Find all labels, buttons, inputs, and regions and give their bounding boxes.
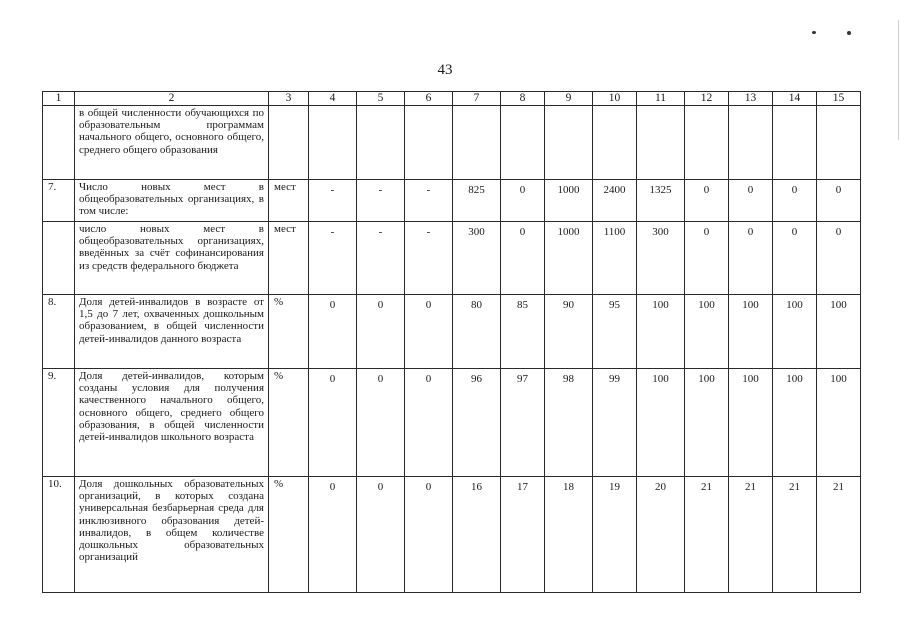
indicator-table: [42, 91, 861, 593]
indicator-description-cell: Доля дошкольных образовательных организаций, в которых создана универсальная безбарьерная среда для инклюзивного образования детей-инвалидов, в общем количестве дошкольных образовательных организаций: [75, 477, 269, 593]
value-cell: 0: [309, 295, 357, 369]
value-cell: -: [309, 222, 357, 295]
value-cell: 21: [817, 477, 861, 593]
unit-cell: мест: [269, 222, 309, 295]
header-cell: 12: [685, 92, 729, 106]
value-cell: 100: [729, 369, 773, 477]
value-cell: 21: [773, 477, 817, 593]
value-cell: 90: [545, 295, 593, 369]
value-cell: 100: [817, 369, 861, 477]
scan-edge-line: [898, 20, 899, 140]
unit-cell: %: [269, 295, 309, 369]
value-cell: 80: [453, 295, 501, 369]
header-cell: 2: [75, 92, 269, 106]
value-cell: 0: [817, 180, 861, 222]
row-number-cell: 9.: [43, 369, 75, 477]
value-cell: [637, 106, 685, 180]
indicator-description-cell: в общей численности обучающихся по образовательным программам начального общего, основного общего, среднего общего образования: [75, 106, 269, 180]
value-cell: 0: [405, 295, 453, 369]
value-cell: 100: [729, 295, 773, 369]
header-cell: 13: [729, 92, 773, 106]
value-cell: 100: [637, 295, 685, 369]
value-cell: 0: [685, 180, 729, 222]
value-cell: 0: [773, 180, 817, 222]
value-cell: 100: [685, 369, 729, 477]
indicator-description-cell: Доля детей-инвалидов в возрасте от 1,5 до 7 лет, охваченных дошкольным образованием, в общей численности детей-инвалидов данного возраста: [75, 295, 269, 369]
scan-speck: [812, 31, 816, 34]
value-cell: 18: [545, 477, 593, 593]
value-cell: 98: [545, 369, 593, 477]
value-cell: [593, 106, 637, 180]
value-cell: [309, 106, 357, 180]
value-cell: 1325: [637, 180, 685, 222]
value-cell: 0: [405, 369, 453, 477]
value-cell: 0: [501, 180, 545, 222]
table-header-row: [43, 92, 861, 106]
value-cell: 16: [453, 477, 501, 593]
value-cell: 21: [685, 477, 729, 593]
header-cell: 10: [593, 92, 637, 106]
value-cell: [453, 106, 501, 180]
indicator-table-body: [43, 92, 861, 593]
value-cell: 85: [501, 295, 545, 369]
value-cell: 0: [817, 222, 861, 295]
value-cell: 1000: [545, 180, 593, 222]
value-cell: 100: [685, 295, 729, 369]
header-cell: 6: [405, 92, 453, 106]
row-number-cell: 10.: [43, 477, 75, 593]
table-row: [43, 106, 861, 180]
table-row: [43, 180, 861, 222]
value-cell: 21: [729, 477, 773, 593]
value-cell: [685, 106, 729, 180]
indicator-description-cell: Доля детей-инвалидов, которым созданы условия для получения качественного начального общего, основного общего, среднего общего образования, в общей численности детей-инвалидов школьного возраста: [75, 369, 269, 477]
value-cell: 0: [405, 477, 453, 593]
value-cell: [773, 106, 817, 180]
table-row: [43, 477, 861, 593]
scan-speck: [847, 31, 851, 35]
value-cell: 0: [501, 222, 545, 295]
row-number-cell: 7.: [43, 180, 75, 222]
value-cell: 17: [501, 477, 545, 593]
unit-cell: %: [269, 369, 309, 477]
value-cell: [545, 106, 593, 180]
value-cell: -: [357, 180, 405, 222]
value-cell: 97: [501, 369, 545, 477]
value-cell: 0: [309, 369, 357, 477]
value-cell: 100: [817, 295, 861, 369]
table-row: [43, 369, 861, 477]
value-cell: 0: [729, 180, 773, 222]
value-cell: -: [405, 222, 453, 295]
value-cell: 1100: [593, 222, 637, 295]
header-cell: 4: [309, 92, 357, 106]
row-number-cell: 8.: [43, 295, 75, 369]
header-cell: 1: [43, 92, 75, 106]
value-cell: 2400: [593, 180, 637, 222]
indicator-description-cell: число новых мест в общеобразовательных организациях, введённых за счёт софинансирования из средств федерального бюджета: [75, 222, 269, 295]
unit-cell: %: [269, 477, 309, 593]
value-cell: 100: [773, 369, 817, 477]
value-cell: 1000: [545, 222, 593, 295]
table-row: [43, 295, 861, 369]
header-cell: 15: [817, 92, 861, 106]
value-cell: [501, 106, 545, 180]
header-cell: 11: [637, 92, 685, 106]
value-cell: -: [309, 180, 357, 222]
row-number-cell: [43, 222, 75, 295]
header-cell: 8: [501, 92, 545, 106]
table-row: [43, 222, 861, 295]
header-cell: 5: [357, 92, 405, 106]
value-cell: 99: [593, 369, 637, 477]
value-cell: [405, 106, 453, 180]
value-cell: 825: [453, 180, 501, 222]
indicator-table-wrapper: [42, 91, 861, 593]
header-cell: 14: [773, 92, 817, 106]
value-cell: [817, 106, 861, 180]
unit-cell: мест: [269, 180, 309, 222]
value-cell: 96: [453, 369, 501, 477]
value-cell: 0: [357, 477, 405, 593]
value-cell: 100: [773, 295, 817, 369]
value-cell: 300: [637, 222, 685, 295]
value-cell: -: [357, 222, 405, 295]
header-cell: 3: [269, 92, 309, 106]
header-cell: 9: [545, 92, 593, 106]
value-cell: 0: [357, 295, 405, 369]
value-cell: 0: [773, 222, 817, 295]
value-cell: 100: [637, 369, 685, 477]
value-cell: 95: [593, 295, 637, 369]
value-cell: 0: [309, 477, 357, 593]
row-number-cell: [43, 106, 75, 180]
value-cell: 20: [637, 477, 685, 593]
value-cell: 0: [729, 222, 773, 295]
page-number: 43: [437, 62, 453, 78]
value-cell: 0: [357, 369, 405, 477]
value-cell: 300: [453, 222, 501, 295]
value-cell: [729, 106, 773, 180]
value-cell: [357, 106, 405, 180]
value-cell: 0: [685, 222, 729, 295]
unit-cell: [269, 106, 309, 180]
value-cell: 19: [593, 477, 637, 593]
value-cell: -: [405, 180, 453, 222]
indicator-description-cell: Число новых мест в общеобразовательных организациях, в том числе:: [75, 180, 269, 222]
header-cell: 7: [453, 92, 501, 106]
